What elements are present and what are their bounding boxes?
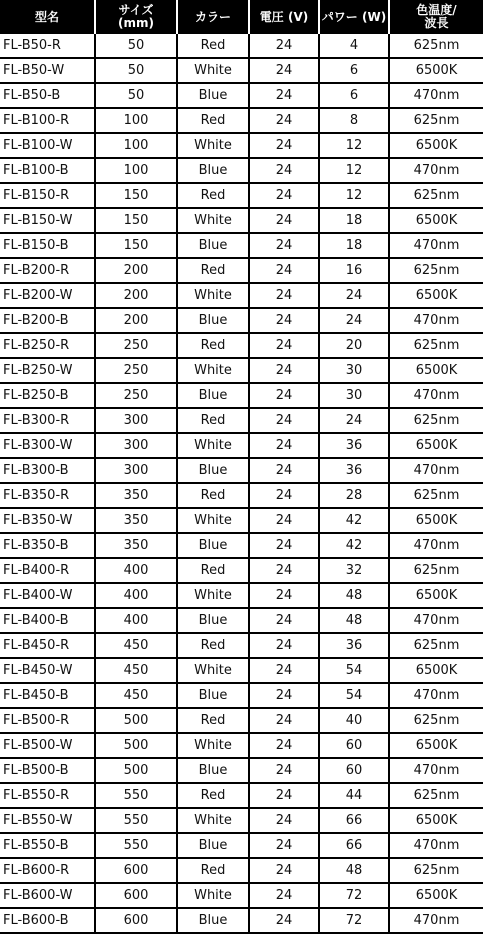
- cell-model: FL-B300-B: [0, 458, 95, 483]
- header-voltage: 電圧 (V): [249, 0, 319, 34]
- cell-voltage: 24: [249, 908, 319, 933]
- cell-size: 300: [95, 458, 177, 483]
- cell-color: White: [177, 808, 249, 833]
- cell-voltage: 24: [249, 458, 319, 483]
- cell-color-temp: 625nm: [389, 108, 483, 133]
- cell-size: 500: [95, 708, 177, 733]
- cell-power: 18: [319, 233, 389, 258]
- table-row: [0, 683, 483, 708]
- cell-voltage: 24: [249, 158, 319, 183]
- cell-model: FL-B350-B: [0, 533, 95, 558]
- cell-voltage: 24: [249, 733, 319, 758]
- cell-power: 44: [319, 783, 389, 808]
- cell-color: Red: [177, 708, 249, 733]
- cell-color-temp: 625nm: [389, 34, 483, 58]
- cell-color-temp: 470nm: [389, 83, 483, 108]
- table-row: [0, 508, 483, 533]
- cell-power: 24: [319, 408, 389, 433]
- cell-voltage: 24: [249, 608, 319, 633]
- table-row: [0, 358, 483, 383]
- cell-power: 36: [319, 458, 389, 483]
- cell-power: 60: [319, 733, 389, 758]
- cell-model: FL-B200-B: [0, 308, 95, 333]
- cell-power: 16: [319, 258, 389, 283]
- cell-color: Red: [177, 633, 249, 658]
- cell-model: FL-B400-R: [0, 558, 95, 583]
- cell-color: Red: [177, 34, 249, 58]
- cell-size: 200: [95, 258, 177, 283]
- cell-color-temp: 470nm: [389, 158, 483, 183]
- cell-voltage: 24: [249, 433, 319, 458]
- cell-color: Blue: [177, 683, 249, 708]
- cell-model: FL-B550-B: [0, 833, 95, 858]
- cell-color: Blue: [177, 158, 249, 183]
- cell-voltage: 24: [249, 108, 319, 133]
- cell-color-temp: 625nm: [389, 183, 483, 208]
- cell-color-temp: 470nm: [389, 908, 483, 933]
- cell-color: Red: [177, 108, 249, 133]
- table-row: [0, 183, 483, 208]
- cell-power: 54: [319, 683, 389, 708]
- cell-color: Blue: [177, 233, 249, 258]
- cell-size: 600: [95, 858, 177, 883]
- header-color-temp: [389, 0, 483, 34]
- cell-model: FL-B300-W: [0, 433, 95, 458]
- cell-color-temp: 625nm: [389, 633, 483, 658]
- cell-model: FL-B450-W: [0, 658, 95, 683]
- cell-voltage: 24: [249, 783, 319, 808]
- cell-power: 60: [319, 758, 389, 783]
- cell-voltage: 24: [249, 533, 319, 558]
- cell-color: Red: [177, 783, 249, 808]
- spec-table-body: [0, 34, 483, 933]
- cell-voltage: 24: [249, 34, 319, 58]
- cell-model: FL-B150-R: [0, 183, 95, 208]
- cell-power: 12: [319, 158, 389, 183]
- cell-color: White: [177, 283, 249, 308]
- cell-size: 350: [95, 533, 177, 558]
- table-row: [0, 608, 483, 633]
- cell-color-temp: 6500K: [389, 508, 483, 533]
- cell-voltage: 24: [249, 233, 319, 258]
- cell-color: White: [177, 583, 249, 608]
- header-model: 型名: [0, 0, 95, 34]
- cell-power: 12: [319, 183, 389, 208]
- cell-color: White: [177, 883, 249, 908]
- table-row: [0, 58, 483, 83]
- table-row: [0, 833, 483, 858]
- cell-color-temp: 625nm: [389, 408, 483, 433]
- cell-color: White: [177, 58, 249, 83]
- cell-voltage: 24: [249, 483, 319, 508]
- cell-color-temp: 470nm: [389, 458, 483, 483]
- cell-color-temp: 6500K: [389, 358, 483, 383]
- cell-voltage: 24: [249, 283, 319, 308]
- cell-color: Blue: [177, 308, 249, 333]
- cell-voltage: 24: [249, 708, 319, 733]
- cell-model: FL-B550-W: [0, 808, 95, 833]
- cell-color-temp: 470nm: [389, 683, 483, 708]
- cell-model: FL-B250-B: [0, 383, 95, 408]
- cell-model: FL-B600-B: [0, 908, 95, 933]
- cell-size: 300: [95, 433, 177, 458]
- cell-power: 48: [319, 608, 389, 633]
- cell-model: FL-B350-W: [0, 508, 95, 533]
- cell-color-temp: 470nm: [389, 383, 483, 408]
- cell-color: Red: [177, 483, 249, 508]
- cell-model: FL-B400-W: [0, 583, 95, 608]
- cell-color-temp: 625nm: [389, 333, 483, 358]
- cell-voltage: 24: [249, 133, 319, 158]
- table-row: [0, 433, 483, 458]
- cell-model: FL-B400-B: [0, 608, 95, 633]
- table-row: [0, 83, 483, 108]
- cell-power: 66: [319, 833, 389, 858]
- cell-size: 200: [95, 283, 177, 308]
- cell-size: 250: [95, 333, 177, 358]
- table-row: [0, 258, 483, 283]
- cell-model: FL-B600-W: [0, 883, 95, 908]
- table-row: [0, 233, 483, 258]
- cell-color-temp: 6500K: [389, 883, 483, 908]
- cell-size: 50: [95, 58, 177, 83]
- cell-color: Blue: [177, 383, 249, 408]
- cell-color: Red: [177, 258, 249, 283]
- cell-color-temp: 6500K: [389, 733, 483, 758]
- cell-size: 450: [95, 633, 177, 658]
- cell-power: 6: [319, 83, 389, 108]
- cell-power: 20: [319, 333, 389, 358]
- cell-model: FL-B50-B: [0, 83, 95, 108]
- cell-size: 600: [95, 908, 177, 933]
- cell-color: White: [177, 733, 249, 758]
- cell-color-temp: 470nm: [389, 758, 483, 783]
- cell-color: Blue: [177, 833, 249, 858]
- cell-power: 30: [319, 358, 389, 383]
- cell-color-temp: 6500K: [389, 58, 483, 83]
- cell-color-temp: 6500K: [389, 283, 483, 308]
- table-row: [0, 208, 483, 233]
- cell-voltage: 24: [249, 658, 319, 683]
- cell-size: 450: [95, 658, 177, 683]
- cell-voltage: 24: [249, 58, 319, 83]
- cell-color: Blue: [177, 533, 249, 558]
- table-row: [0, 633, 483, 658]
- cell-model: FL-B100-R: [0, 108, 95, 133]
- table-row: [0, 758, 483, 783]
- table-row: [0, 308, 483, 333]
- cell-size: 100: [95, 133, 177, 158]
- cell-model: FL-B350-R: [0, 483, 95, 508]
- cell-color: Blue: [177, 83, 249, 108]
- cell-model: FL-B150-B: [0, 233, 95, 258]
- header-row: [0, 0, 483, 34]
- cell-power: 48: [319, 583, 389, 608]
- table-row: [0, 133, 483, 158]
- cell-size: 250: [95, 383, 177, 408]
- cell-color: White: [177, 658, 249, 683]
- table-row: [0, 783, 483, 808]
- cell-model: FL-B100-B: [0, 158, 95, 183]
- cell-power: 36: [319, 433, 389, 458]
- cell-power: 40: [319, 708, 389, 733]
- cell-color: White: [177, 508, 249, 533]
- table-row: [0, 408, 483, 433]
- table-row: [0, 533, 483, 558]
- cell-size: 600: [95, 883, 177, 908]
- cell-size: 100: [95, 108, 177, 133]
- cell-power: 4: [319, 34, 389, 58]
- cell-voltage: 24: [249, 858, 319, 883]
- cell-power: 66: [319, 808, 389, 833]
- cell-color-temp: 470nm: [389, 833, 483, 858]
- cell-power: 12: [319, 133, 389, 158]
- cell-power: 24: [319, 308, 389, 333]
- cell-color-temp: 625nm: [389, 258, 483, 283]
- cell-model: FL-B450-R: [0, 633, 95, 658]
- table-row: [0, 458, 483, 483]
- table-row: [0, 658, 483, 683]
- table-row: [0, 283, 483, 308]
- cell-power: 72: [319, 908, 389, 933]
- cell-power: 6: [319, 58, 389, 83]
- cell-voltage: 24: [249, 683, 319, 708]
- cell-color-temp: 470nm: [389, 608, 483, 633]
- table-row: [0, 34, 483, 58]
- header-size-unit: (mm): [118, 16, 154, 30]
- cell-voltage: 24: [249, 508, 319, 533]
- cell-size: 550: [95, 783, 177, 808]
- cell-size: 300: [95, 408, 177, 433]
- header-color: カラー: [177, 0, 249, 34]
- cell-model: FL-B500-B: [0, 758, 95, 783]
- table-row: [0, 108, 483, 133]
- cell-power: 18: [319, 208, 389, 233]
- cell-size: 100: [95, 158, 177, 183]
- cell-size: 350: [95, 483, 177, 508]
- table-row: [0, 483, 483, 508]
- cell-size: 50: [95, 34, 177, 58]
- cell-color: Blue: [177, 608, 249, 633]
- cell-power: 32: [319, 558, 389, 583]
- cell-model: FL-B500-W: [0, 733, 95, 758]
- cell-voltage: 24: [249, 883, 319, 908]
- header-size-label: サイズ: [118, 3, 154, 17]
- cell-color-temp: 470nm: [389, 533, 483, 558]
- cell-model: FL-B250-W: [0, 358, 95, 383]
- cell-voltage: 24: [249, 333, 319, 358]
- table-row: [0, 158, 483, 183]
- header-color-temp-label: 色温度/: [416, 3, 457, 17]
- cell-model: FL-B150-W: [0, 208, 95, 233]
- cell-size: 550: [95, 808, 177, 833]
- cell-power: 42: [319, 533, 389, 558]
- cell-model: FL-B550-R: [0, 783, 95, 808]
- cell-color-temp: 470nm: [389, 233, 483, 258]
- table-row: [0, 558, 483, 583]
- cell-power: 8: [319, 108, 389, 133]
- cell-color-temp: 6500K: [389, 433, 483, 458]
- cell-color: White: [177, 433, 249, 458]
- cell-power: 54: [319, 658, 389, 683]
- cell-power: 42: [319, 508, 389, 533]
- cell-size: 150: [95, 183, 177, 208]
- cell-voltage: 24: [249, 558, 319, 583]
- cell-model: FL-B200-R: [0, 258, 95, 283]
- cell-power: 24: [319, 283, 389, 308]
- cell-color: Blue: [177, 758, 249, 783]
- table-row: [0, 383, 483, 408]
- cell-color-temp: 625nm: [389, 783, 483, 808]
- header-wavelength-label: 波長: [424, 16, 449, 30]
- cell-size: 400: [95, 608, 177, 633]
- cell-model: FL-B50-W: [0, 58, 95, 83]
- cell-model: FL-B500-R: [0, 708, 95, 733]
- cell-voltage: 24: [249, 408, 319, 433]
- table-row: [0, 733, 483, 758]
- table-row: [0, 808, 483, 833]
- cell-size: 150: [95, 233, 177, 258]
- cell-model: FL-B100-W: [0, 133, 95, 158]
- table-row: [0, 333, 483, 358]
- cell-voltage: 24: [249, 83, 319, 108]
- cell-size: 350: [95, 508, 177, 533]
- cell-voltage: 24: [249, 358, 319, 383]
- cell-voltage: 24: [249, 258, 319, 283]
- cell-color: Blue: [177, 458, 249, 483]
- cell-power: 48: [319, 858, 389, 883]
- cell-color-temp: 625nm: [389, 483, 483, 508]
- cell-color-temp: 625nm: [389, 858, 483, 883]
- cell-model: FL-B450-B: [0, 683, 95, 708]
- cell-power: 30: [319, 383, 389, 408]
- table-row: [0, 883, 483, 908]
- cell-color: Red: [177, 333, 249, 358]
- cell-voltage: 24: [249, 208, 319, 233]
- cell-size: 250: [95, 358, 177, 383]
- cell-size: 500: [95, 758, 177, 783]
- cell-voltage: 24: [249, 308, 319, 333]
- header-size: [95, 0, 177, 34]
- cell-size: 150: [95, 208, 177, 233]
- cell-power: 36: [319, 633, 389, 658]
- cell-size: 200: [95, 308, 177, 333]
- cell-color: White: [177, 133, 249, 158]
- cell-color: White: [177, 358, 249, 383]
- cell-model: FL-B50-R: [0, 34, 95, 58]
- table-row: [0, 908, 483, 933]
- cell-color-temp: 625nm: [389, 558, 483, 583]
- cell-size: 450: [95, 683, 177, 708]
- cell-model: FL-B600-R: [0, 858, 95, 883]
- cell-color-temp: 6500K: [389, 583, 483, 608]
- cell-voltage: 24: [249, 758, 319, 783]
- cell-color-temp: 6500K: [389, 208, 483, 233]
- header-power: パワー (W): [319, 0, 389, 34]
- cell-model: FL-B300-R: [0, 408, 95, 433]
- cell-size: 500: [95, 733, 177, 758]
- cell-color: Red: [177, 558, 249, 583]
- cell-size: 550: [95, 833, 177, 858]
- cell-model: FL-B250-R: [0, 333, 95, 358]
- cell-color-temp: 6500K: [389, 808, 483, 833]
- table-row: [0, 858, 483, 883]
- cell-size: 400: [95, 583, 177, 608]
- cell-color-temp: 6500K: [389, 658, 483, 683]
- cell-voltage: 24: [249, 383, 319, 408]
- cell-color: Red: [177, 183, 249, 208]
- cell-color-temp: 470nm: [389, 308, 483, 333]
- cell-voltage: 24: [249, 808, 319, 833]
- cell-power: 28: [319, 483, 389, 508]
- cell-color: Red: [177, 858, 249, 883]
- cell-size: 50: [95, 83, 177, 108]
- cell-voltage: 24: [249, 183, 319, 208]
- table-row: [0, 708, 483, 733]
- cell-color: Red: [177, 408, 249, 433]
- cell-voltage: 24: [249, 583, 319, 608]
- cell-color-temp: 625nm: [389, 708, 483, 733]
- cell-size: 400: [95, 558, 177, 583]
- cell-power: 72: [319, 883, 389, 908]
- cell-color: White: [177, 208, 249, 233]
- cell-model: FL-B200-W: [0, 283, 95, 308]
- table-row: [0, 583, 483, 608]
- cell-voltage: 24: [249, 833, 319, 858]
- cell-voltage: 24: [249, 633, 319, 658]
- cell-color: Blue: [177, 908, 249, 933]
- cell-color-temp: 6500K: [389, 133, 483, 158]
